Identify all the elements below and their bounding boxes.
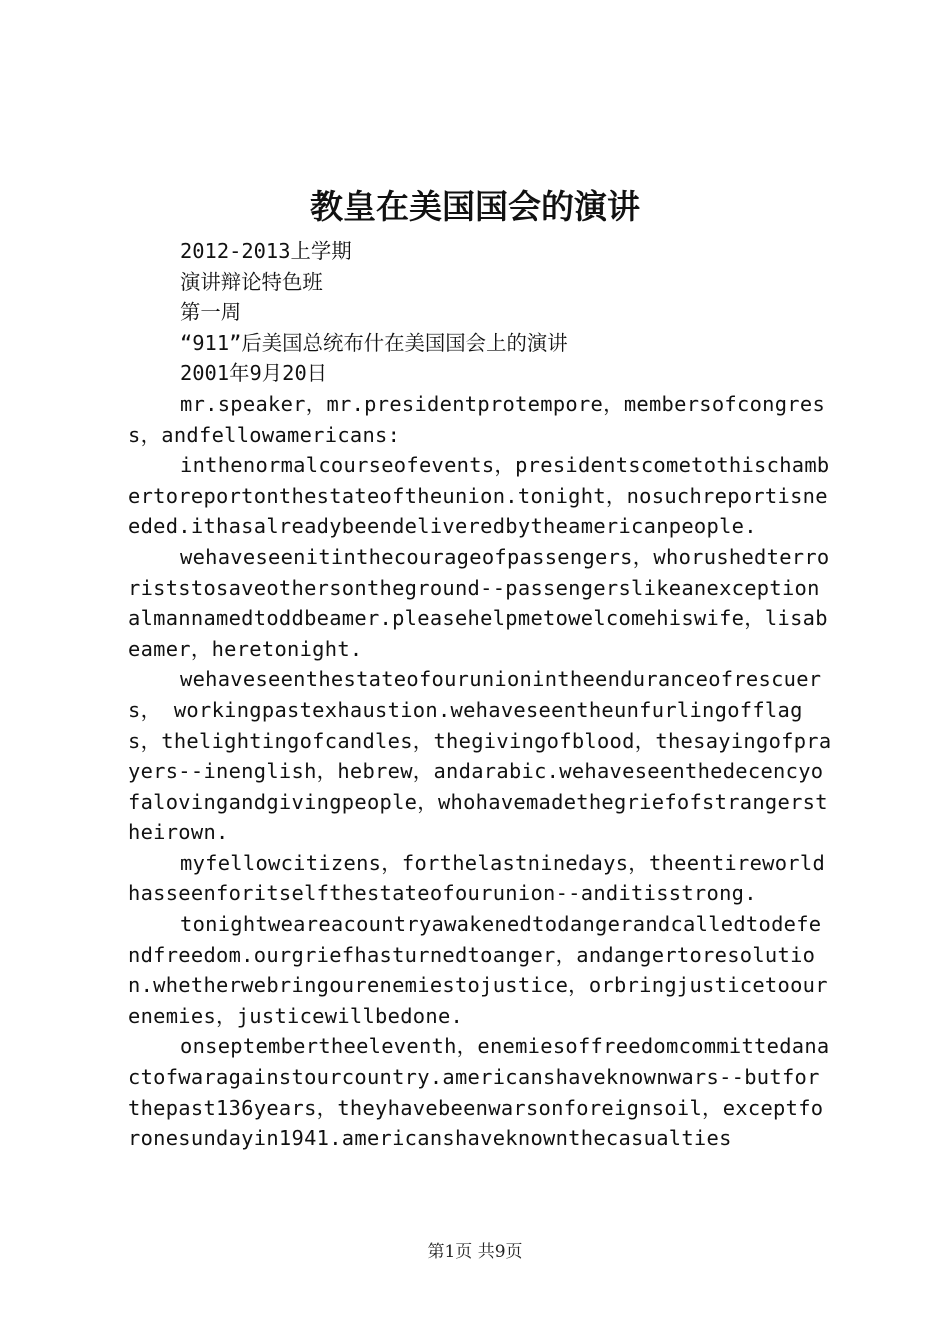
document-title: 教皇在美国国会的演讲	[310, 187, 640, 226]
paragraph: wehaveseenitinthecourageofpassengers，whorushedterroriststosaveothersontheground--passengerslikeanexceptionalmannamedtoddbeamer.pleasehelpmetowelcomehiswife，lisabeamer，heretonight.	[128, 544, 830, 661]
paragraph: onseptembertheeleventh，enemiesoffreedomcommittedanactofwaragainstourcountry.americanshaveknownwars--butforthepast136years，theyhavebeenwarsonforeignsoil，exceptforonesundayin1941.americanshaveknownthecasualties	[128, 1034, 830, 1151]
speech-subtitle: “911”后美国总统布什在美国国会上的演讲	[180, 330, 568, 355]
class-line: 演讲辩论特色班	[180, 269, 323, 294]
document-body	[128, 236, 832, 1154]
paragraph-salutation: mr.speaker，mr.presidentprotempore，membersofcongress，andfellowamericans:	[128, 391, 826, 447]
week-line: 第一周	[180, 300, 242, 325]
term-line: 2012-2013上学期	[180, 239, 352, 263]
paragraph: myfellowcitizens，forthelastninedays，theentireworldhasseenforitselfthestateofourunion--anditisstrong.	[128, 850, 826, 906]
page-footer: 第1页 共9页	[427, 1242, 523, 1262]
paragraph: tonightweareacountryawakenedtodangerandcalledtodefendfreedom.ourgriefhasturnedtoanger，andangertoresolution.whetherwebringourenemiestojustice，orbringjusticetoourenemies，justicewillbedone.	[128, 912, 828, 1028]
speech-date: 2001年9月20日	[180, 361, 328, 386]
paragraph: inthenormalcourseofevents，presidentscometothischambertoreportonthestateoftheunion.tonight，nosuchreportisneeded.ithasalreadybeendeliveredbytheamericanpeople.	[128, 453, 830, 539]
paragraph: wehaveseenthestateofourunionintheenduranceofrescuers， workingpastexhaustion.wehaveseentheunfurlingofflags，thelightingofcandles，thegivingofblood，thesayingofprayers--inenglish，hebrew，andarabic.wehaveseenthedecencyofalovingandgivingpeople，whohavemadethegriefofstrangerstheirown.	[128, 667, 832, 845]
